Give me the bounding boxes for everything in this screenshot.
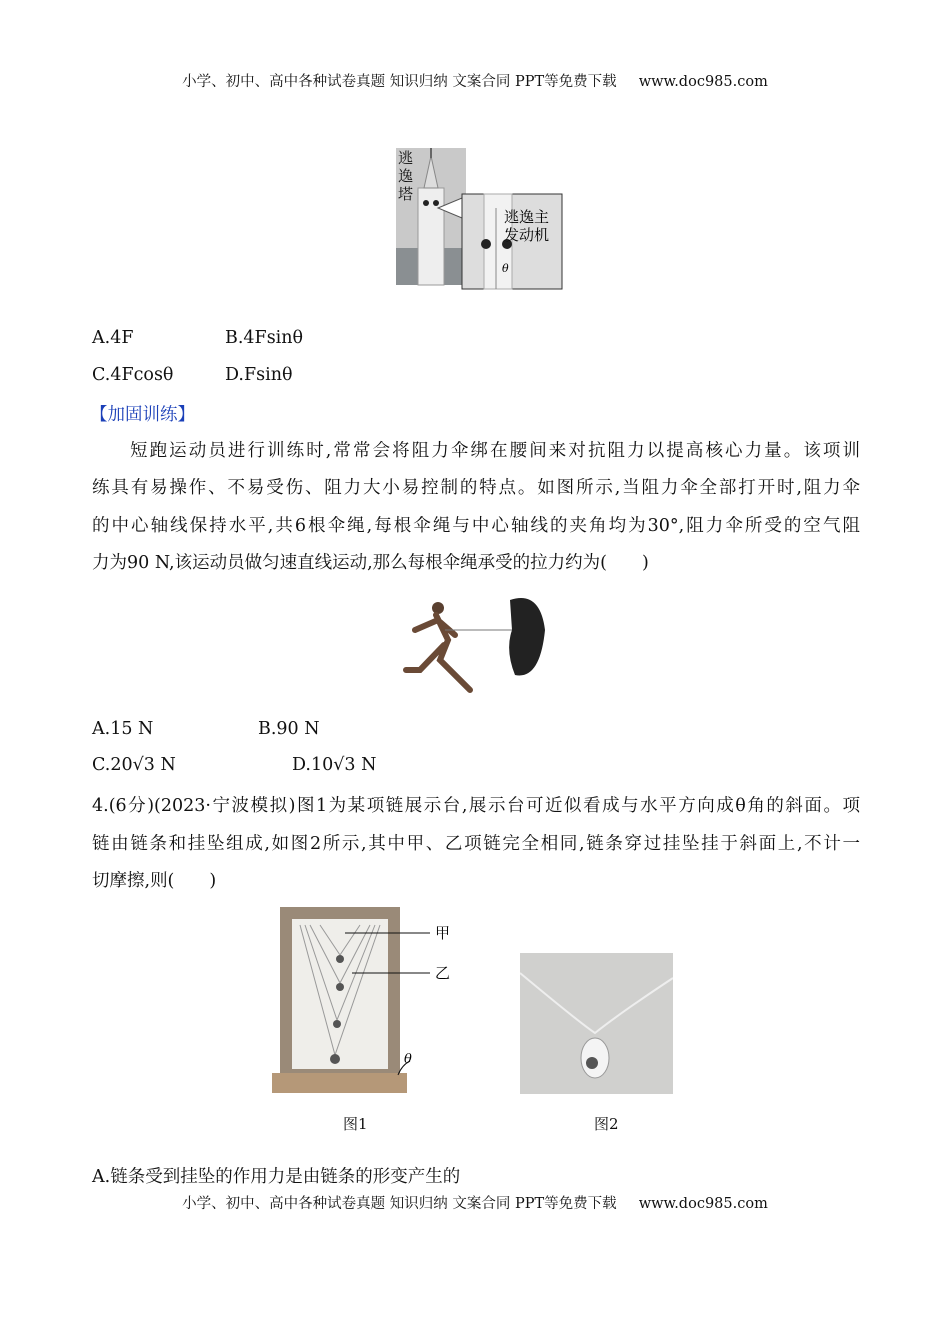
drill-line-2: 练具有易操作、不易受伤、阻力大小易控制的特点。如图所示,当阻力伞全部打开时,阻力伞 [92,478,860,498]
label-escape-tower: 逃逸塔 [398,149,414,203]
drill-option-a[interactable]: A.15 N [92,719,154,739]
drill-option-b[interactable]: B.90 N [258,719,320,739]
rocket-escape-figure [396,148,566,291]
label-theta: θ [404,1052,412,1067]
label-angle: θ [502,262,509,275]
q4-line-3: 切摩擦,则( ) [92,871,217,891]
drill-line-4: 力为90 N,该运动员做匀速直线运动,那么每根伞绳承受的拉力约为( ) [92,553,649,573]
drill-option-c[interactable]: C.20√3 N [92,755,176,775]
footer-text: 小学、初中、高中各种试卷真题 知识归纳 文案合同 PPT等免费下载 [182,1196,617,1212]
drill-line-1: 短跑运动员进行训练时,常常会将阻力伞绑在腰间来对抗阻力以提高核心力量。该项训 [130,441,860,461]
option-a[interactable]: A.4F [92,328,134,348]
q4-option-a[interactable]: A.链条受到挂坠的作用力是由链条的形变产生的 [92,1167,461,1187]
page-header [0,70,950,91]
fig1-caption: 图1 [343,1115,368,1133]
page-footer [0,1192,950,1213]
drill-option-d[interactable]: D.10√3 N [292,755,377,775]
label-yi: 乙 [435,964,451,982]
necklace-stand-figure [270,905,460,1095]
drill-line-3: 的中心轴线保持水平,共6根伞绳,每根伞绳与中心轴线的夹角均为30°,阻力伞所受的空气阻 [92,516,860,536]
label-engine-2: 发动机 [504,226,550,244]
option-d[interactable]: D.Fsinθ [225,365,293,385]
section-heading: 【加固训练】 [90,405,195,425]
label-engine-1: 逃逸主 [504,208,550,226]
fig2-caption: 图2 [594,1115,619,1133]
header-text: 小学、初中、高中各种试卷真题 知识归纳 文案合同 PPT等免费下载 [182,74,617,90]
header-url[interactable]: www.doc985.com [638,74,768,90]
necklace-pendant-figure [520,953,673,1094]
q4-line-1: 4.(6分)(2023·宁波模拟)图1为某项链展示台,展示台可近似看成与水平方向成θ角的斜面。项 [92,796,860,816]
option-c[interactable]: C.4Fcosθ [92,365,174,385]
footer-url[interactable]: www.doc985.com [638,1196,768,1212]
q4-line-2: 链由链条和挂坠组成,如图2所示,其中甲、乙项链完全相同,链条穿过挂坠挂于斜面上,不计一 [92,834,860,854]
runner-parachute-figure [400,590,565,698]
option-b[interactable]: B.4Fsinθ [225,328,304,348]
label-jia: 甲 [435,924,451,942]
